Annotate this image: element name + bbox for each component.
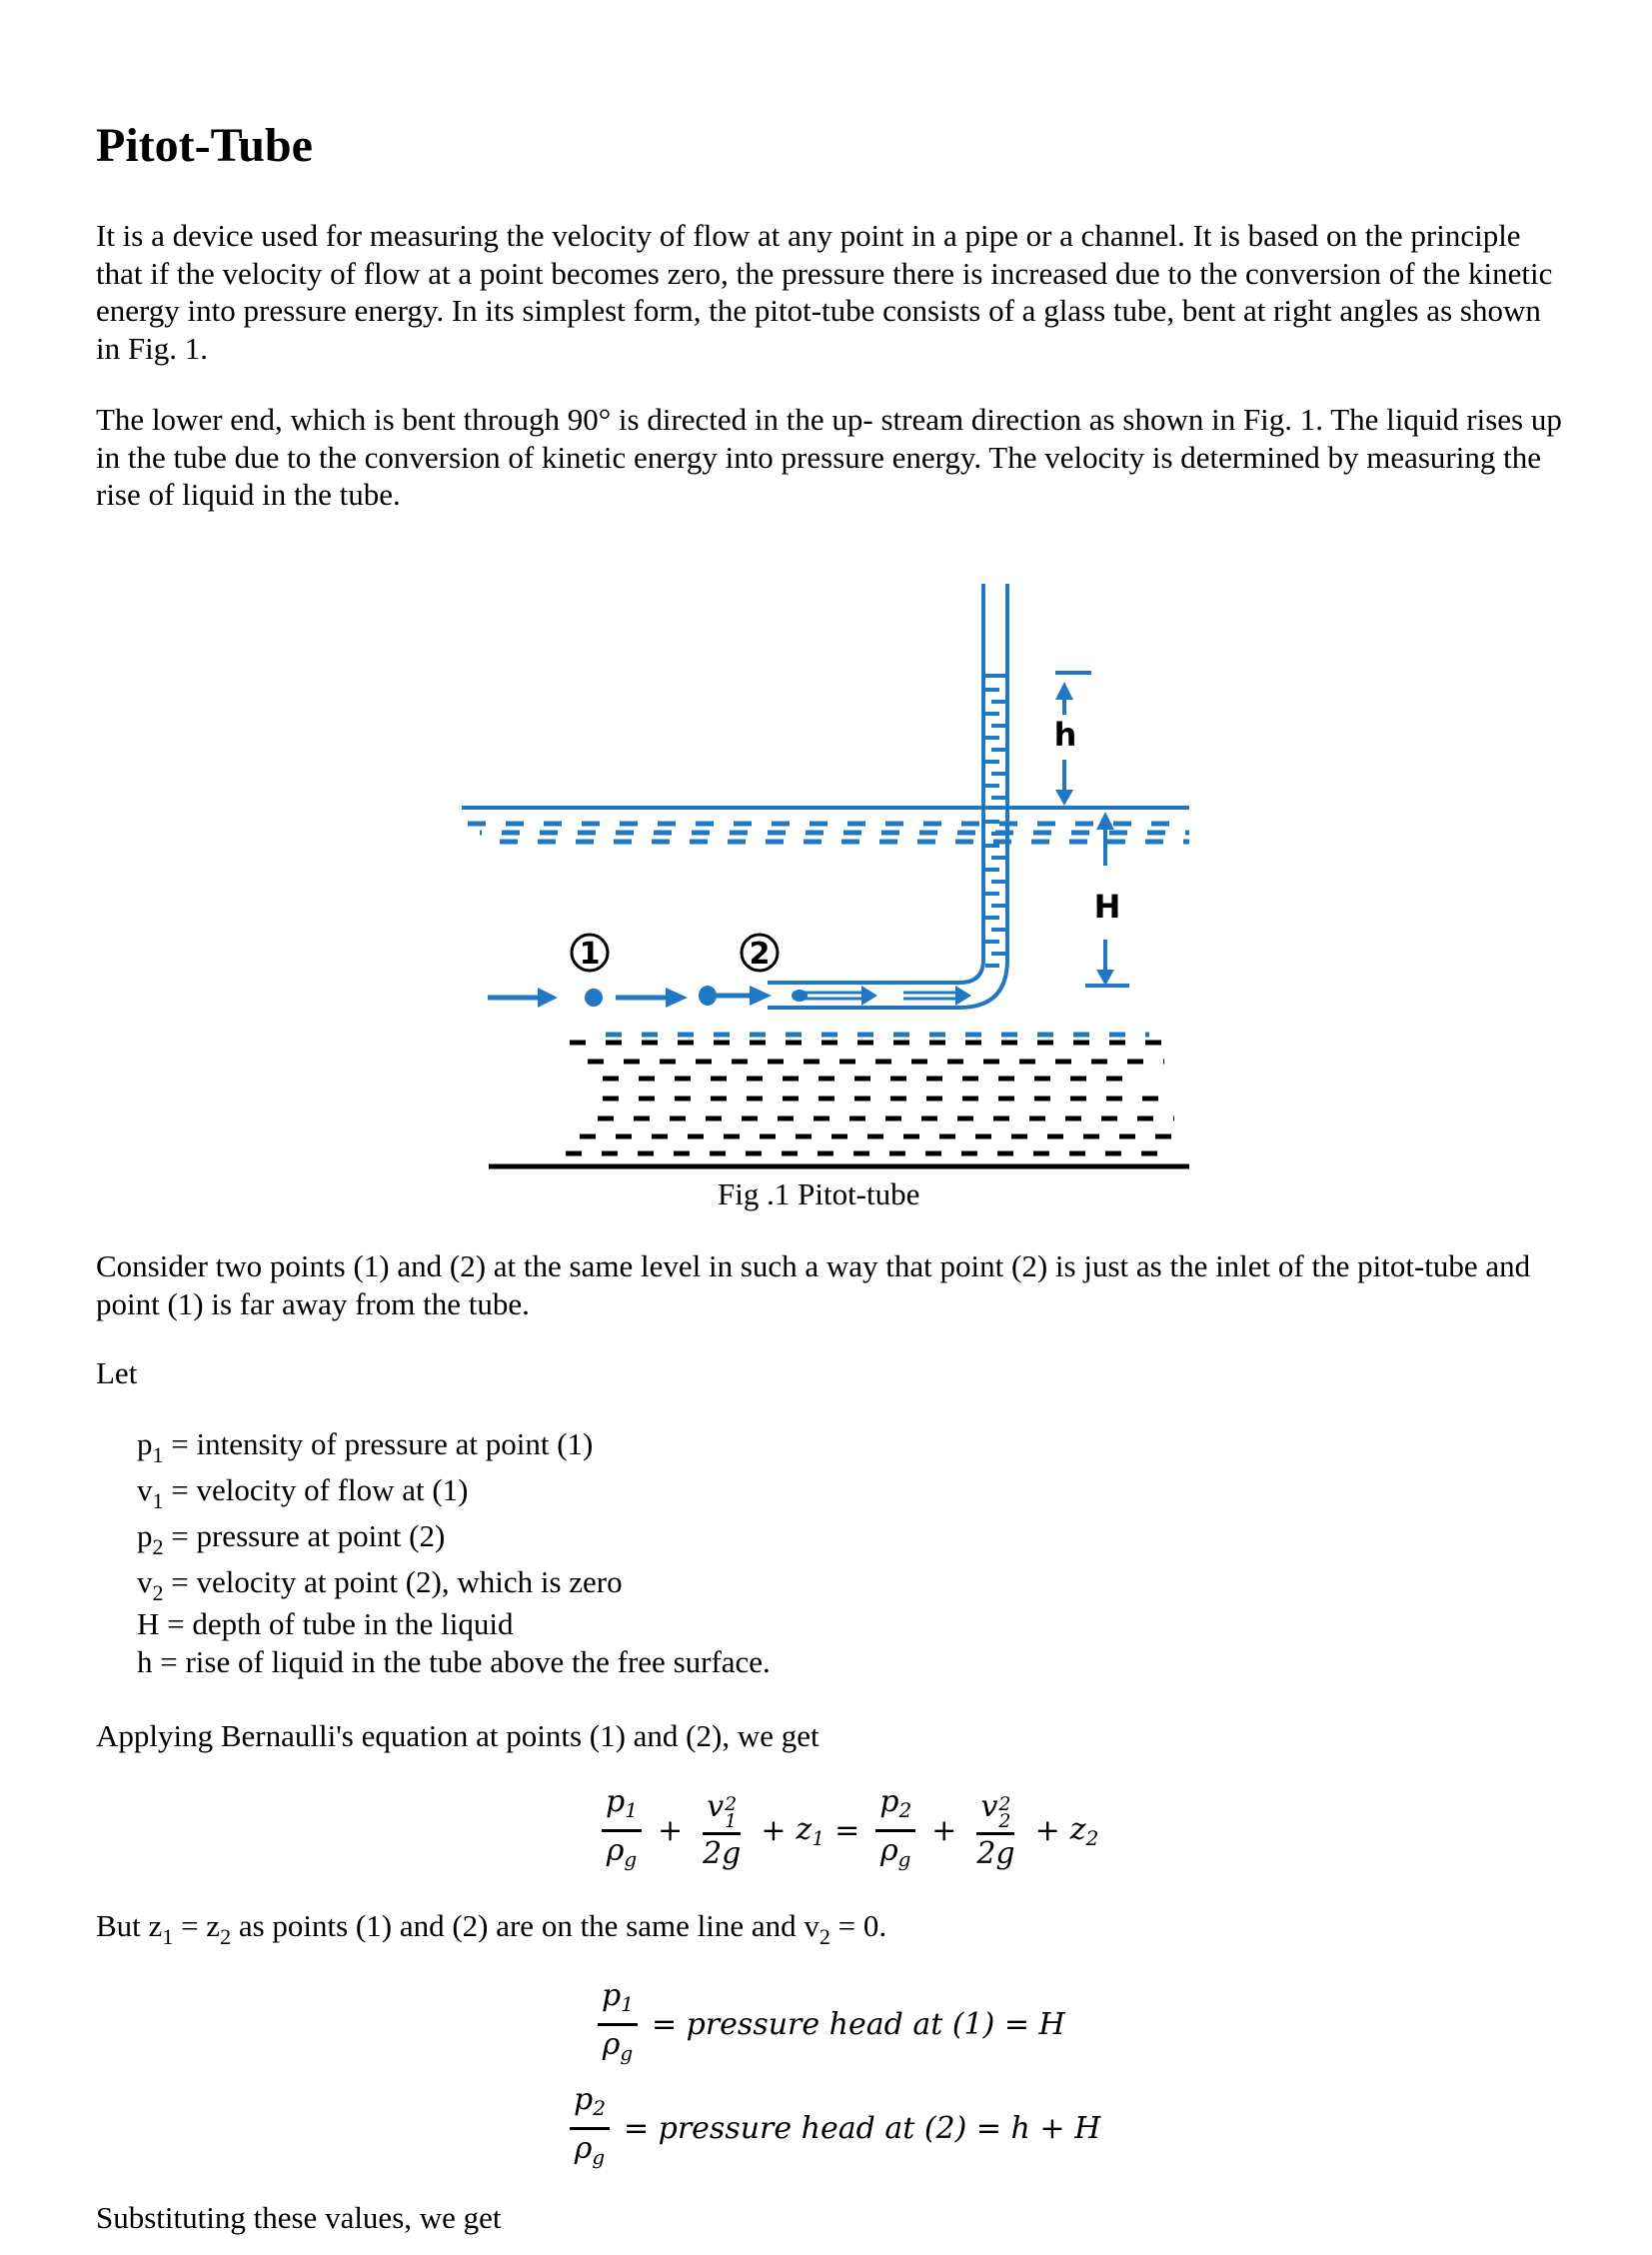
definition-item: H = depth of tube in the liquid xyxy=(137,1606,514,1641)
fluid-dash-rows xyxy=(566,1043,1184,1153)
point-1-label xyxy=(572,935,608,971)
point-2-label xyxy=(742,935,778,971)
lower-end-paragraph: The lower end, which is bent through 90° is directed in the up- stream direction as shown in Fig. 1. The liquid rises up in the tube due to the conversion of kinetic energy into pressure energy. The velocity is determined by measuring the rise of liquid in the tube. xyxy=(96,402,1562,512)
figure-caption: Fig .1 Pitot-tube xyxy=(718,1176,920,1211)
definitions-list xyxy=(137,1421,771,1681)
definition-item: $p_1$ = intensity of pressure at point (1) xyxy=(137,1426,594,1467)
definition-item: $v_2$ = velocity at point (2), which is zero xyxy=(137,1564,623,1605)
definition-item: $v_1$ = velocity of flow at (1) xyxy=(137,1472,469,1513)
bernoulli-equation: $\frac{p_1}{\rho_g}$ + v 2 1 2g + $z_1$ = $\frac{p_2}{\rho_g}$ + v 2 2 2g + $z_2$ xyxy=(596,1785,1098,1876)
pressure-head-equation-1: $\frac{p_1}{\rho_g}$ = pressure head at (1) = H xyxy=(592,1979,1065,2070)
intro-paragraph: It is a device used for measuring the velocity of flow at any point in a pipe or a channel. It is based on the principle that if the velocity of flow at a point becomes zero, the pressure there is increased due to the conversion of the kinetic energy into pressure energy. In its simplest form, the pitot-tube consists of a glass tube, bent at right angles as shown in Fig. 1. xyxy=(96,218,1553,366)
but-paragraph: But $z_1 = z_2$ as points (1) and (2) are on the same line and $v_2 = 0$. xyxy=(96,1908,887,1949)
definition-item: h = rise of liquid in the tube above the free surface. xyxy=(137,1644,771,1679)
pitot-tube-diagram xyxy=(462,584,1189,1035)
h-label: h xyxy=(1053,716,1077,754)
substituting-paragraph: Substituting these values, we get xyxy=(96,2200,502,2235)
pressure-head-equation-2: $\frac{p_2}{\rho_g}$ = pressure head at (2) = h + H xyxy=(564,2083,1100,2174)
consider-paragraph: Consider two points (1) and (2) at the same level in such a way that point (2) is just as the inlet of the pitot-tube and point (1) is far away from the tube. xyxy=(96,1248,1531,1321)
definition-item: $p_2$ = pressure at point (2) xyxy=(137,1518,446,1559)
svg-text:1: 1 xyxy=(579,937,601,972)
page-title: Pitot-Tube xyxy=(96,119,313,172)
applying-paragraph: Applying Bernaulli's equation at points (1) and (2), we get xyxy=(96,1718,820,1753)
H-label: H xyxy=(1093,888,1121,926)
let-label: Let xyxy=(96,1355,138,1390)
svg-text:2: 2 xyxy=(749,937,771,972)
